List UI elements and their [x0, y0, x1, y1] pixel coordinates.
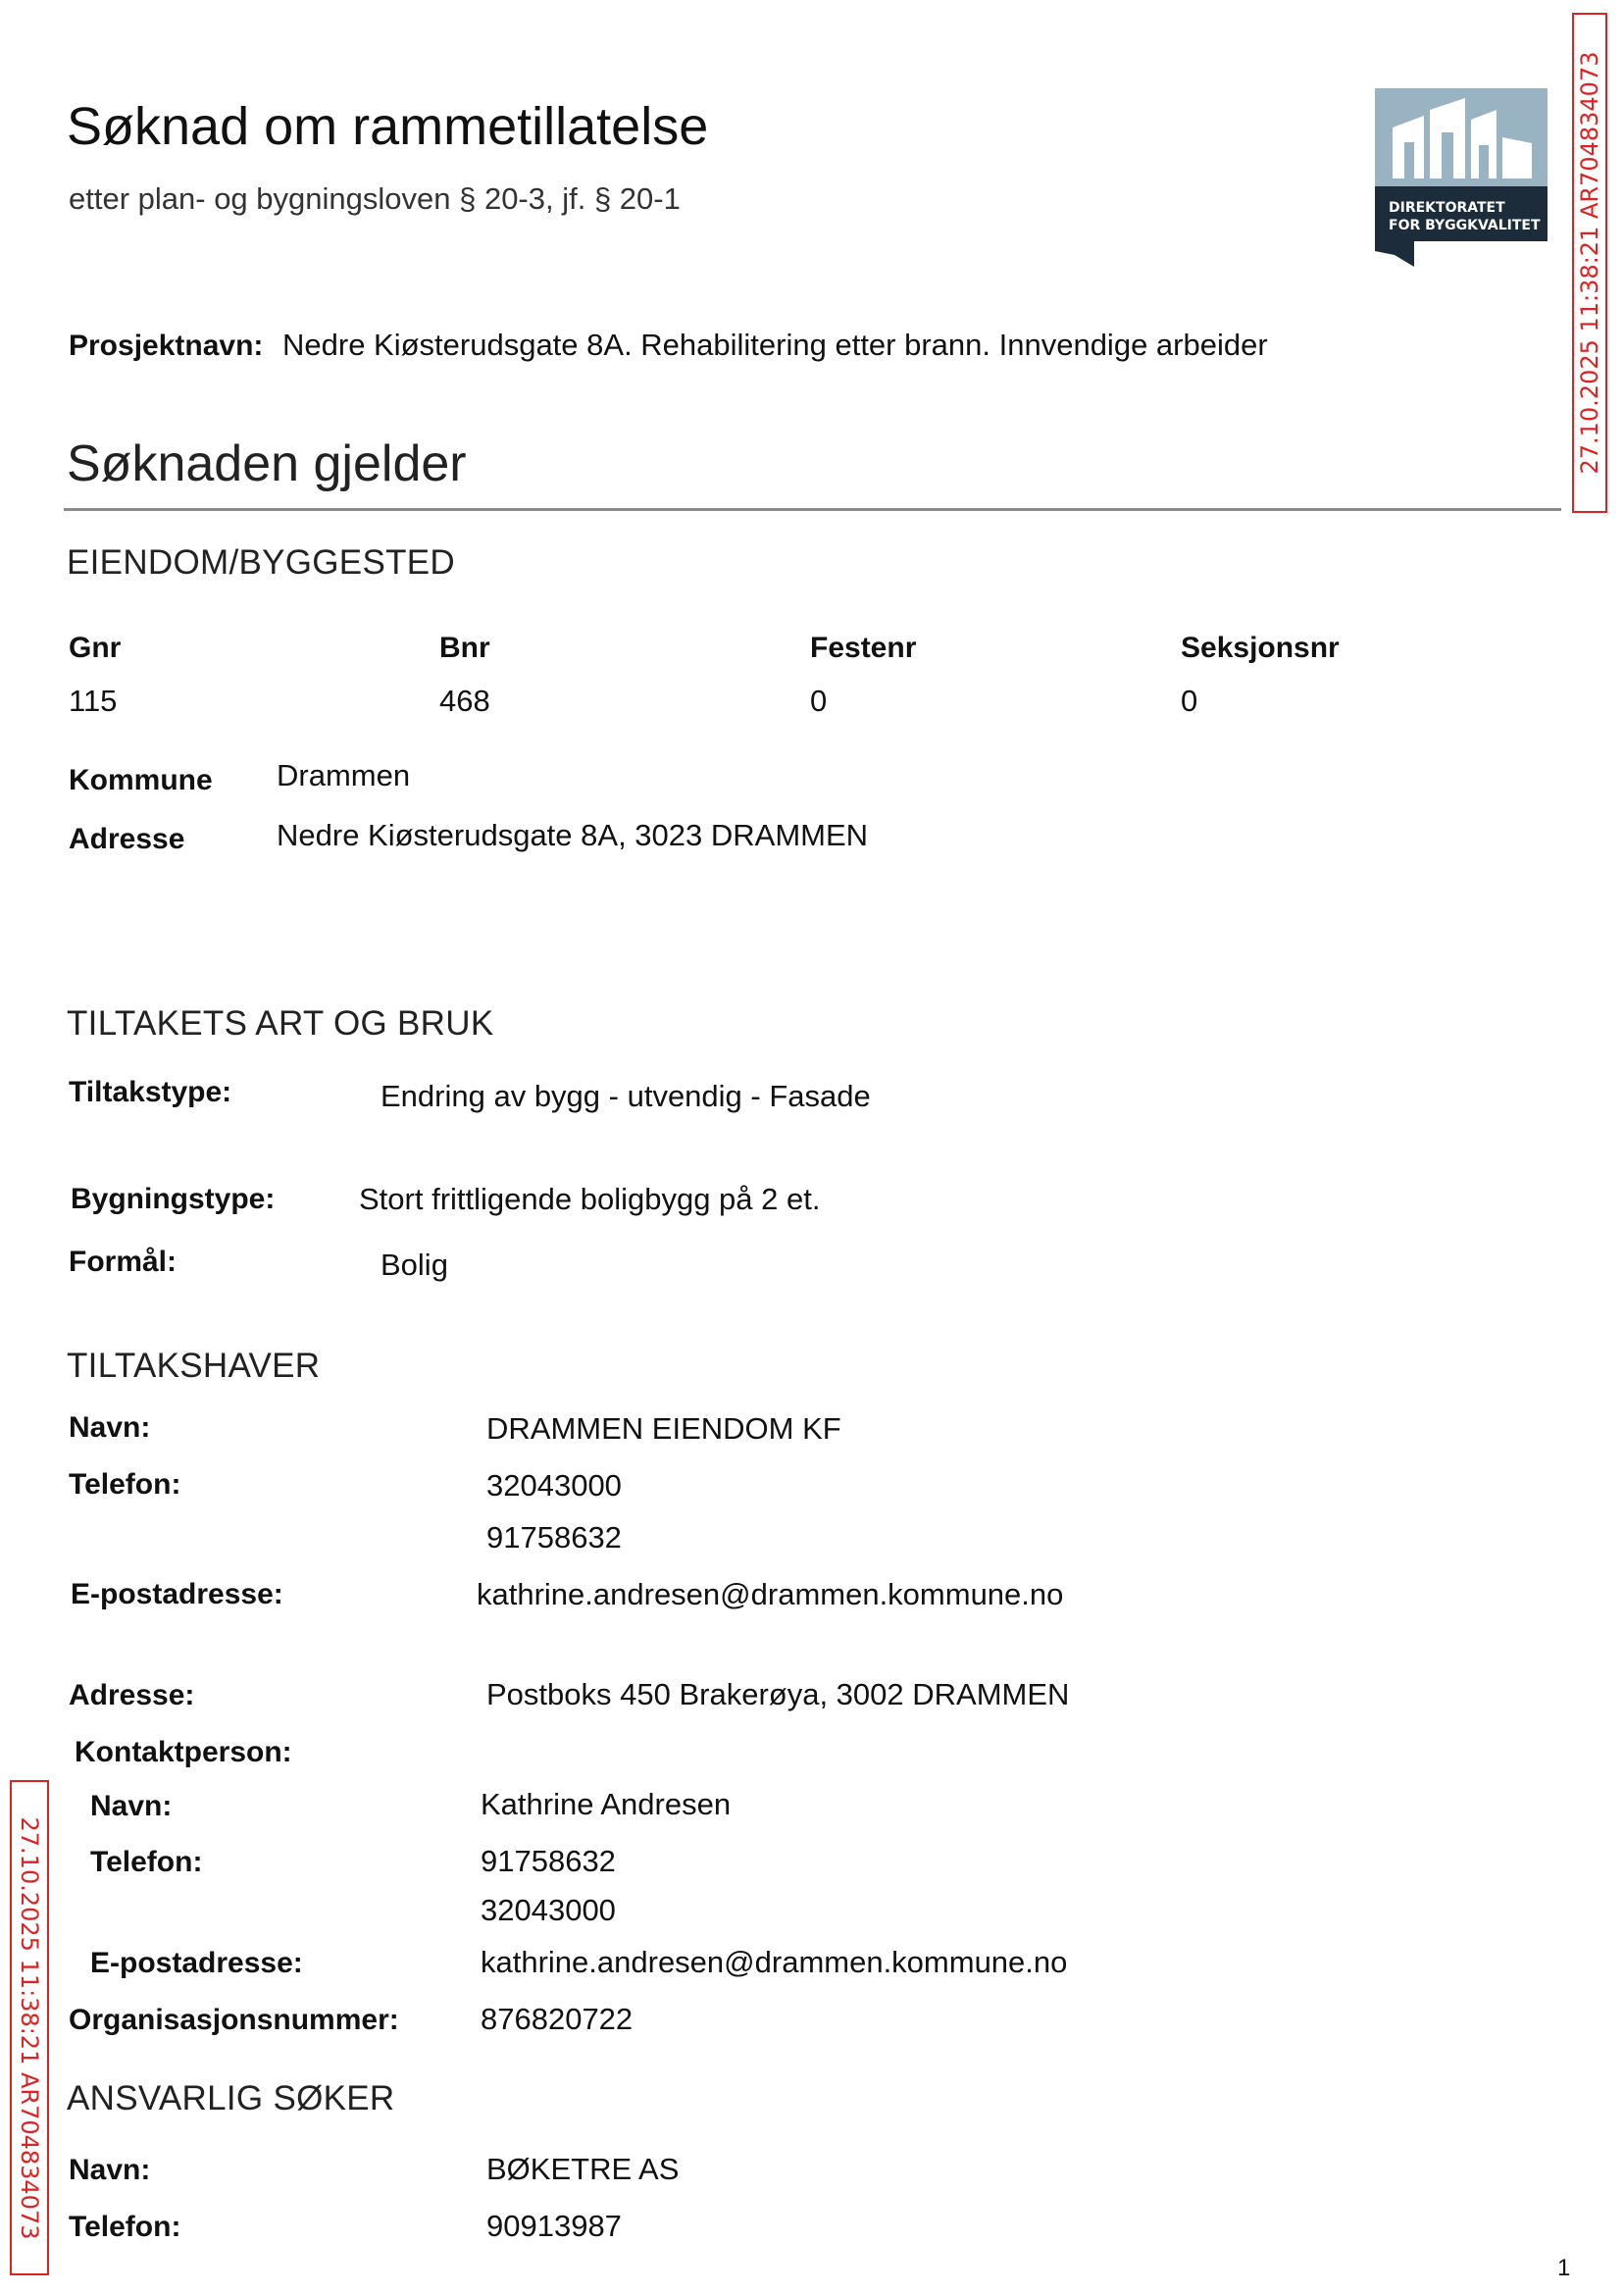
bygningstype-label: Bygningstype: [71, 1183, 276, 1215]
received-stamp-right [1572, 13, 1607, 513]
logo-graphic [1375, 88, 1548, 186]
section-divider [64, 508, 1561, 511]
tiltakshaver-navn-value: DRAMMEN EIENDOM KF [486, 1411, 841, 1446]
stamp-text: 27.10.2025 11:38:21 AR704834073 [1576, 51, 1603, 475]
project-label: Prosjektnavn: [69, 330, 264, 362]
tiltakshaver-telefon-label: Telefon: [69, 1468, 181, 1501]
tiltakstype-label: Tiltakstype: [69, 1076, 232, 1108]
document-title: Søknad om rammetillatelse [67, 97, 709, 156]
stamp-text: 27.10.2025 11:38:21 AR704834073 [16, 1816, 43, 2239]
logo-ribbon-icon [1375, 241, 1414, 267]
kontakt-telefon2: 32043000 [481, 1893, 616, 1927]
page-number: 1 [1557, 2255, 1571, 2281]
seksjonsnr-value: 0 [1181, 684, 1198, 718]
tiltakshaver-adresse-value: Postboks 450 Brakerøya, 3002 DRAMMEN [486, 1677, 1070, 1711]
kontaktperson-label: Kontaktperson: [75, 1736, 292, 1768]
ansvarlig-heading: ANSVARLIG SØKER [67, 2079, 395, 2117]
tiltakshaver-navn-label: Navn: [69, 1411, 151, 1444]
adresse-value: Nedre Kiøsterudsgate 8A, 3023 DRAMMEN [277, 818, 869, 852]
tiltakshaver-telefon2: 91758632 [486, 1520, 622, 1555]
seksjonsnr-label: Seksjonsnr [1181, 632, 1340, 664]
project-name: Nedre Kiøsterudsgate 8A. Rehabilitering etter brann. Innvendige arbeider [282, 328, 1268, 362]
section-title: Søknaden gjelder [67, 435, 467, 492]
kommune-value: Drammen [277, 758, 411, 792]
adresse-label: Adresse [69, 823, 185, 855]
logo-text-line2: FOR BYGGKVALITET [1389, 218, 1541, 233]
received-stamp-left [10, 1780, 49, 2275]
tiltakshaver-heading: TILTAKSHAVER [67, 1347, 321, 1385]
kontakt-telefon-label: Telefon: [90, 1846, 203, 1878]
kontakt-navn-value: Kathrine Andresen [481, 1787, 732, 1821]
tiltakstype-value: Endring av bygg - utvendig - Fasade [381, 1079, 871, 1113]
tiltakshaver-epost-value: kathrine.andresen@drammen.kommune.no [477, 1577, 1064, 1611]
ansvarlig-navn-value: BØKETRE AS [486, 2152, 680, 2186]
kontakt-telefon1: 91758632 [481, 1844, 616, 1878]
formal-label: Formål: [69, 1246, 178, 1278]
eiendom-heading: EIENDOM/BYGGESTED [67, 543, 455, 582]
tiltakshaver-telefon1: 32043000 [486, 1468, 622, 1503]
kommune-label: Kommune [69, 764, 213, 796]
logo-text-line1: DIREKTORATET [1389, 200, 1505, 216]
ansvarlig-telefon-label: Telefon: [69, 2211, 181, 2243]
document-subtitle: etter plan- og bygningsloven § 20-3, jf. § 20-1 [69, 181, 681, 216]
festenr-value: 0 [810, 684, 828, 718]
formal-value: Bolig [381, 1248, 448, 1282]
tiltakshaver-adresse-label: Adresse: [69, 1679, 195, 1711]
ansvarlig-telefon-value: 90913987 [486, 2209, 622, 2243]
tiltak-heading: TILTAKETS ART OG BRUK [67, 1004, 494, 1043]
orgnr-value: 876820722 [481, 2002, 634, 2036]
buildings-icon [1375, 88, 1548, 186]
orgnr-label: Organisasjonsnummer: [69, 2004, 399, 2036]
gnr-value: 115 [69, 684, 118, 718]
kontakt-epost-label: E-postadresse: [90, 1947, 303, 1979]
kontakt-navn-label: Navn: [90, 1790, 173, 1822]
bnr-value: 468 [439, 684, 490, 718]
dibk-logo [1375, 88, 1548, 275]
ansvarlig-navn-label: Navn: [69, 2154, 151, 2186]
gnr-label: Gnr [69, 632, 122, 664]
festenr-label: Festenr [810, 632, 917, 664]
tiltakshaver-epost-label: E-postadresse: [71, 1578, 283, 1610]
kontakt-epost-value: kathrine.andresen@drammen.kommune.no [481, 1945, 1068, 1979]
bnr-label: Bnr [439, 632, 490, 664]
bygningstype-value: Stort frittligende boligbygg på 2 et. [359, 1182, 821, 1216]
